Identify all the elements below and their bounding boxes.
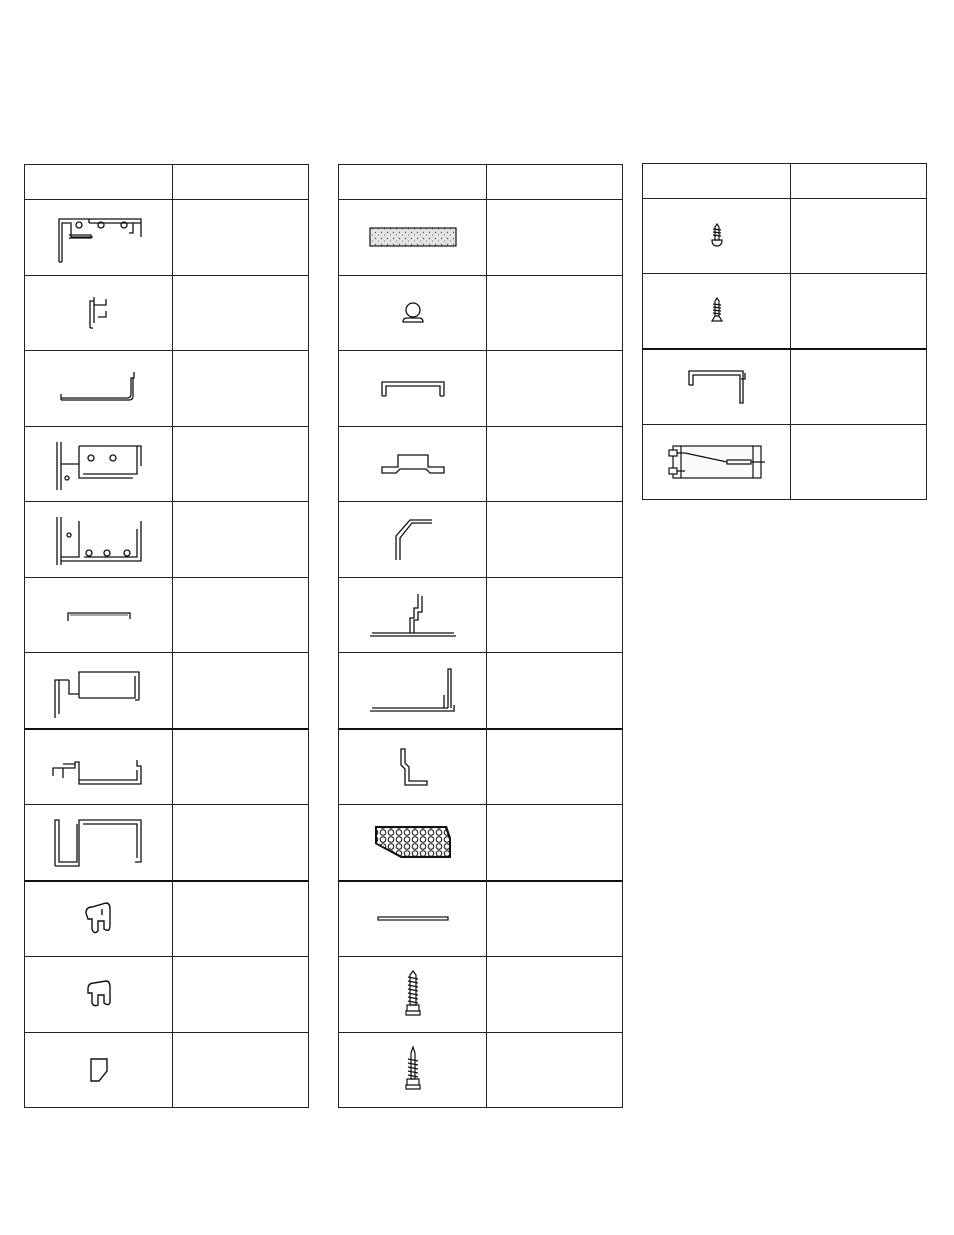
bulb-seal-icon <box>398 298 428 328</box>
foam-strip-icon <box>368 225 458 249</box>
part-description-cell <box>487 1032 623 1108</box>
part-description-cell <box>487 502 623 578</box>
flat-strip-profile-icon <box>64 605 134 625</box>
wedge-block-icon <box>87 1055 111 1085</box>
c-channel-profile-icon <box>685 367 749 407</box>
part-description-cell <box>173 653 309 729</box>
u-cap-profile-icon <box>378 376 448 400</box>
part-description-cell <box>487 957 623 1033</box>
parts-table-1 <box>24 164 309 1108</box>
part-description-cell <box>487 200 623 276</box>
part-description-cell <box>487 805 623 881</box>
part-description-cell <box>173 957 309 1033</box>
part-description-cell <box>487 881 623 957</box>
part-description-cell <box>487 275 623 351</box>
track-profile-icon <box>49 434 149 494</box>
header-description-cell <box>487 165 623 200</box>
part-description-cell <box>173 1032 309 1108</box>
part-description-cell <box>173 426 309 502</box>
part-description-cell <box>173 577 309 653</box>
part-description-cell <box>173 275 309 351</box>
part-description-cell <box>791 349 927 425</box>
honeycomb-pad-icon <box>371 822 455 862</box>
flat-bar-icon <box>376 914 450 924</box>
offset-channel-profile-icon <box>49 660 149 720</box>
part-description-cell <box>173 881 309 957</box>
part-description-cell <box>173 502 309 578</box>
t-flange-profile-icon <box>368 590 458 640</box>
part-description-cell <box>487 426 623 502</box>
hex-head-long-screw-icon <box>403 969 423 1019</box>
part-image-cell <box>25 200 173 276</box>
part-description-cell <box>173 729 309 805</box>
part-description-cell <box>173 351 309 427</box>
pan-head-screw-icon <box>709 222 725 250</box>
hex-head-self-drilling-screw-icon <box>403 1045 423 1095</box>
header-image-cell <box>25 165 173 200</box>
part-description-cell <box>173 200 309 276</box>
parts-table-3 <box>642 163 927 500</box>
parts-table-2 <box>338 164 623 1108</box>
hat-channel-profile-icon <box>378 449 448 479</box>
box-channel-profile-icon <box>49 812 149 872</box>
part-description-cell <box>487 729 623 805</box>
header-image-cell <box>339 165 487 200</box>
gasket-large-icon <box>82 899 116 939</box>
header-image-cell <box>643 164 791 199</box>
sill-angle-profile-icon <box>59 368 139 408</box>
part-description-cell <box>791 425 927 500</box>
z-angle-profile-icon <box>393 745 433 789</box>
header-description-cell <box>791 164 927 199</box>
part-description-cell <box>173 805 309 881</box>
header-description-cell <box>173 165 309 200</box>
part-description-cell <box>487 577 623 653</box>
head-jamb-profile-icon <box>49 207 149 267</box>
part-description-cell <box>791 274 927 350</box>
gasket-small-icon <box>84 977 114 1011</box>
part-description-cell <box>487 351 623 427</box>
double-channel-profile-icon <box>49 509 149 569</box>
bent-flashing-icon <box>388 514 438 564</box>
operator-cylinder-icon <box>667 442 767 482</box>
part-description-cell <box>487 653 623 729</box>
part-description-cell <box>791 199 927 274</box>
small-clip-profile-icon <box>84 293 114 333</box>
l-flange-profile-icon <box>368 665 458 715</box>
flat-head-screw-icon <box>709 296 725 326</box>
step-channel-profile-icon <box>49 742 149 792</box>
